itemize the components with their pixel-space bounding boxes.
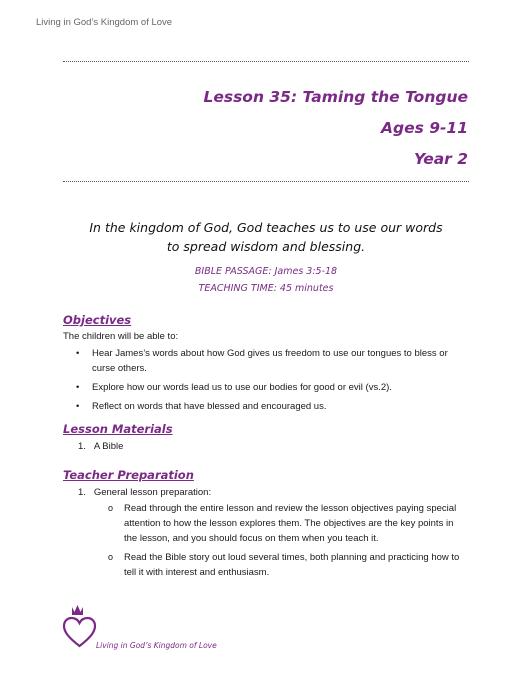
- list-item: o Read through the entire lesson and review the lesson objectives paying special attention to how the lesson explores them. The objectives are the key points in the lesson, and you should focus on them when you teach it.: [108, 503, 457, 544]
- lesson-title: Lesson 35: Taming the Tongue: [203, 88, 468, 106]
- lesson-year: Year 2: [413, 150, 468, 168]
- list-item: o Read the Bible story out loud several times, both planning and practicing how to tell it with interest and enthusiasm.: [108, 552, 460, 578]
- theme-line-2: to spread wisdom and blessing.: [166, 239, 366, 254]
- theme-line-1: In the kingdom of God, God teaches us to use our words: [89, 220, 443, 235]
- footer-text: Living in God’s Kingdom of Love: [96, 641, 217, 650]
- theme-statement: [63, 218, 469, 256]
- divider-bottom: [63, 181, 469, 182]
- running-header: Living in God’s Kingdom of Love: [36, 17, 173, 28]
- objectives-list: [63, 346, 473, 418]
- crown-heart-icon: [62, 601, 98, 649]
- preparation-item: 1. General lesson preparation:: [78, 487, 212, 498]
- bible-passage: BIBLE PASSAGE: James 3:5-18: [194, 266, 338, 277]
- objectives-heading: Objectives: [63, 313, 132, 327]
- teaching-time: TEACHING TIME: 45 minutes: [198, 283, 334, 294]
- age-range: Ages 9-11: [380, 119, 468, 137]
- preparation-subitems: [108, 501, 468, 584]
- objectives-intro: The children will be able to:: [63, 331, 179, 342]
- list-item: • Explore how our words lead us to use our bodies for good or evil (vs.2).: [76, 382, 392, 393]
- list-item: • Reflect on words that have blessed and encouraged us.: [76, 401, 327, 412]
- materials-heading: Lesson Materials: [63, 422, 173, 436]
- preparation-heading: Teacher Preparation: [63, 468, 194, 482]
- list-item: • Hear James’s words about how God gives us freedom to use our tongues to bless or curse others.: [76, 348, 448, 374]
- divider-top: [63, 61, 469, 62]
- material-item: 1. A Bible: [78, 441, 124, 452]
